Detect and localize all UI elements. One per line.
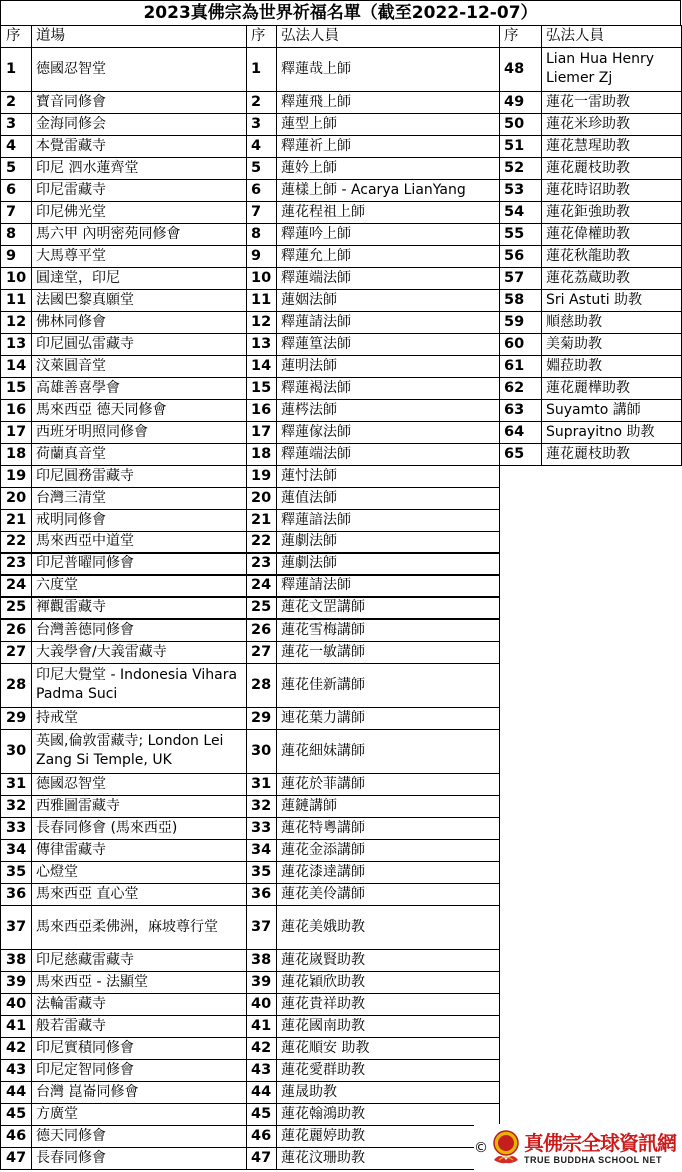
row-number: 26 — [0, 619, 32, 642]
speaker-cell: 蓮花漆達講師 — [276, 861, 500, 884]
venue-cell: 汶萊圓音堂 — [31, 355, 247, 378]
row-number: 64 — [499, 421, 542, 444]
speaker-cell: 蓮花特粵講師 — [276, 817, 500, 840]
row-number: 28 — [0, 663, 32, 708]
row-number: 27 — [0, 641, 32, 664]
row-number: 23 — [0, 553, 32, 576]
row-number: 54 — [499, 201, 542, 224]
row-number: 46 — [246, 1125, 277, 1148]
venue-cell: 高雄善喜學會 — [31, 377, 247, 400]
venue-cell: 長春同修會 (馬來西亞) — [31, 817, 247, 840]
row-number: 25 — [246, 597, 277, 620]
row-number: 22 — [0, 531, 32, 554]
speaker-cell: 蓮花秋龍助教 — [541, 245, 682, 268]
row-number: 13 — [246, 333, 277, 356]
speaker-cell: 蓮花翰鴻助教 — [276, 1103, 500, 1126]
row-number: 2 — [246, 91, 277, 114]
speaker-cell: 釋蓮端法師 — [276, 443, 500, 466]
header-speaker: 弘法人員 — [541, 25, 682, 48]
venue-cell: 台灣三清堂 — [31, 487, 247, 510]
row-number: 43 — [246, 1059, 277, 1082]
row-number: 34 — [0, 839, 32, 862]
venue-cell: 法輪雷藏寺 — [31, 993, 247, 1016]
row-number: 29 — [246, 707, 277, 730]
row-number: 36 — [246, 883, 277, 906]
row-number: 12 — [246, 311, 277, 334]
row-number: 58 — [499, 289, 542, 312]
row-number: 5 — [0, 157, 32, 180]
venue-cell: 褌觀雷藏寺 — [31, 597, 247, 620]
speaker-cell: 蓮忖法師 — [276, 465, 500, 488]
row-number: 32 — [0, 795, 32, 818]
speaker-cell: 蓮花麗枝助教 — [541, 443, 682, 466]
row-number: 38 — [246, 949, 277, 972]
row-number: 34 — [246, 839, 277, 862]
row-number: 2 — [0, 91, 32, 114]
venue-cell: 圓達堂，印尼 — [31, 267, 247, 290]
row-number: 23 — [246, 553, 277, 576]
row-number: 12 — [0, 311, 32, 334]
row-number: 62 — [499, 377, 542, 400]
brand-name-en: TRUE BUDDHA SCHOOL NET — [524, 1155, 663, 1165]
row-number: 48 — [499, 47, 542, 92]
speaker-cell: 蓮晟助教 — [276, 1081, 500, 1104]
row-number: 44 — [246, 1081, 277, 1104]
row-number: 42 — [0, 1037, 32, 1060]
venue-cell: 馬來西亞 直心堂 — [31, 883, 247, 906]
row-number: 47 — [0, 1147, 32, 1170]
row-number: 24 — [0, 575, 32, 598]
venue-cell: 馬來西亞 德天同修會 — [31, 399, 247, 422]
row-number: 45 — [0, 1103, 32, 1126]
speaker-cell: 蓮劇法師 — [276, 531, 500, 554]
speaker-cell: 釋蓮哉上師 — [276, 47, 500, 92]
row-number: 3 — [0, 113, 32, 136]
venue-cell: 荷蘭真音堂 — [31, 443, 247, 466]
venue-cell: 印尼雷藏寺 — [31, 179, 247, 202]
speaker-cell: 蓮花麗枝助教 — [541, 157, 682, 180]
speaker-cell: 蓮花穎欣助教 — [276, 971, 500, 994]
speaker-cell: Suprayitno 助教 — [541, 421, 682, 444]
speaker-cell: 蓮花嵗賢助教 — [276, 949, 500, 972]
row-number: 5 — [246, 157, 277, 180]
speaker-cell: 蓮值法師 — [276, 487, 500, 510]
row-number: 18 — [0, 443, 32, 466]
venue-cell: 般若雷藏寺 — [31, 1015, 247, 1038]
speaker-cell: 連花葉力講師 — [276, 707, 500, 730]
row-number: 25 — [0, 597, 32, 620]
speaker-cell: 釋蓮請法師 — [276, 311, 500, 334]
row-number: 44 — [0, 1081, 32, 1104]
venue-cell: 印尼普曜同修會 — [31, 553, 247, 576]
speaker-cell: 蓮花美娥助教 — [276, 905, 500, 950]
row-number: 41 — [0, 1015, 32, 1038]
speaker-cell: 婣菈助教 — [541, 355, 682, 378]
venue-cell: 佛林同修會 — [31, 311, 247, 334]
venue-cell: 馬六甲 內明密苑同修會 — [31, 223, 247, 246]
row-number: 55 — [499, 223, 542, 246]
venue-cell: 馬來西亞柔佛洲，麻坡尊行堂 — [31, 905, 247, 950]
row-number: 41 — [246, 1015, 277, 1038]
speaker-cell: 釋蓮吟上師 — [276, 223, 500, 246]
row-number: 42 — [246, 1037, 277, 1060]
speaker-cell: Lian Hua Henry Liemer Zj — [541, 47, 682, 92]
speaker-cell: 順慈助教 — [541, 311, 682, 334]
speaker-cell: 蓮花文罡講師 — [276, 597, 500, 620]
row-number: 15 — [0, 377, 32, 400]
row-number: 16 — [246, 399, 277, 422]
row-number: 1 — [0, 47, 32, 92]
speaker-cell: 蓮花金添講師 — [276, 839, 500, 862]
speaker-cell: 釋蓮篁法師 — [276, 333, 500, 356]
venue-cell: 印尼 泗水蓮齊堂 — [31, 157, 247, 180]
row-number: 4 — [0, 135, 32, 158]
row-number: 21 — [0, 509, 32, 532]
row-number: 11 — [246, 289, 277, 312]
speaker-cell: 蓮花荔蔵助教 — [541, 267, 682, 290]
venue-cell: 印尼佛光堂 — [31, 201, 247, 224]
speaker-cell: 蓮花於菲講師 — [276, 773, 500, 796]
row-number: 19 — [246, 465, 277, 488]
speaker-cell: 蓮劇法師 — [276, 553, 500, 576]
venue-cell: 法國巴黎真願堂 — [31, 289, 247, 312]
row-number: 63 — [499, 399, 542, 422]
venue-cell: 印尼圓弘雷藏寺 — [31, 333, 247, 356]
row-number: 17 — [246, 421, 277, 444]
venue-cell: 台灣 崑崙同修會 — [31, 1081, 247, 1104]
row-number: 50 — [499, 113, 542, 136]
speaker-cell: 釋蓮祈上師 — [276, 135, 500, 158]
row-number: 8 — [0, 223, 32, 246]
venue-cell: 戒明同修會 — [31, 509, 247, 532]
row-number: 31 — [246, 773, 277, 796]
row-number: 29 — [0, 707, 32, 730]
venue-cell: 六度堂 — [31, 575, 247, 598]
speaker-cell: 蓮明法師 — [276, 355, 500, 378]
row-number: 3 — [246, 113, 277, 136]
venue-cell: 馬來西亞 - 法顯堂 — [31, 971, 247, 994]
speaker-cell: 蓮花美伶講師 — [276, 883, 500, 906]
speaker-cell: 蓮花一雷助教 — [541, 91, 682, 114]
row-number: 65 — [499, 443, 542, 466]
venue-cell: 印尼圓務雷藏寺 — [31, 465, 247, 488]
venue-cell: 大馬尊平堂 — [31, 245, 247, 268]
row-number: 22 — [246, 531, 277, 554]
speaker-cell: 蓮花一敏講師 — [276, 641, 500, 664]
row-number: 31 — [0, 773, 32, 796]
speaker-cell: 蓮樣上師 - Acarya LianYang — [276, 179, 500, 202]
row-number: 19 — [0, 465, 32, 488]
row-number: 36 — [0, 883, 32, 906]
venue-cell: 西班牙明照同修會 — [31, 421, 247, 444]
row-number: 16 — [0, 399, 32, 422]
speaker-cell: 蓮花愛群助教 — [276, 1059, 500, 1082]
row-number: 45 — [246, 1103, 277, 1126]
row-number: 20 — [246, 487, 277, 510]
row-number: 57 — [499, 267, 542, 290]
header-seq: 序 — [0, 25, 32, 48]
speaker-cell: 蓮梣法師 — [276, 399, 500, 422]
row-number: 1 — [246, 47, 277, 92]
row-number: 15 — [246, 377, 277, 400]
row-number: 10 — [246, 267, 277, 290]
row-number: 59 — [499, 311, 542, 334]
venue-cell: 持戒堂 — [31, 707, 247, 730]
lotus-logo-icon — [490, 1130, 522, 1166]
row-number: 14 — [0, 355, 32, 378]
speaker-cell: 蓮花佳新講師 — [276, 663, 500, 708]
header-seq: 序 — [246, 25, 277, 48]
row-number: 9 — [246, 245, 277, 268]
venue-cell: 金海同修会 — [31, 113, 247, 136]
header-speaker: 弘法人員 — [276, 25, 500, 48]
speaker-cell: 釋蓮允上師 — [276, 245, 500, 268]
row-number: 7 — [0, 201, 32, 224]
row-number: 8 — [246, 223, 277, 246]
speaker-cell: 蓮花麗婷助教 — [276, 1125, 500, 1148]
row-number: 6 — [0, 179, 32, 202]
site-footer — [474, 1124, 682, 1172]
speaker-cell: 蓮鏈講師 — [276, 795, 500, 818]
row-number: 17 — [0, 421, 32, 444]
speaker-cell: 蓮花偉權助教 — [541, 223, 682, 246]
row-number: 38 — [0, 949, 32, 972]
venue-cell: 台灣善德同修會 — [31, 619, 247, 642]
row-number: 60 — [499, 333, 542, 356]
row-number: 35 — [0, 861, 32, 884]
venue-cell: 德天同修會 — [31, 1125, 247, 1148]
row-number: 9 — [0, 245, 32, 268]
speaker-cell: 蓮花程祖上師 — [276, 201, 500, 224]
row-number: 52 — [499, 157, 542, 180]
speaker-cell: Suyamto 講師 — [541, 399, 682, 422]
venue-cell: 本覺雷藏寺 — [31, 135, 247, 158]
speaker-cell: 釋蓮飛上師 — [276, 91, 500, 114]
copyright-mark: © — [474, 1140, 488, 1156]
venue-cell: 印尼大覺堂 - Indonesia Vihara Padma Suci — [31, 663, 247, 708]
row-number: 32 — [246, 795, 277, 818]
row-number: 30 — [0, 729, 32, 774]
row-number: 35 — [246, 861, 277, 884]
row-number: 37 — [0, 905, 32, 950]
speaker-cell: 釋蓮端法師 — [276, 267, 500, 290]
row-number: 27 — [246, 641, 277, 664]
speaker-cell: 蓮花時诏助教 — [541, 179, 682, 202]
speaker-cell: 蓮妗上師 — [276, 157, 500, 180]
speaker-cell: 蓮花鉅強助教 — [541, 201, 682, 224]
speaker-cell: 蓮花雪梅講師 — [276, 619, 500, 642]
row-number: 11 — [0, 289, 32, 312]
speaker-cell: 蓮花國南助教 — [276, 1015, 500, 1038]
venue-cell: 長春同修會 — [31, 1147, 247, 1170]
header-venue: 道場 — [31, 25, 247, 48]
speaker-cell: 釋蓮褐法師 — [276, 377, 500, 400]
venue-cell: 德國忍智堂 — [31, 773, 247, 796]
speaker-cell: 釋蓮請法師 — [276, 575, 500, 598]
speaker-cell: 釋蓮諳法師 — [276, 509, 500, 532]
row-number: 18 — [246, 443, 277, 466]
row-number: 39 — [0, 971, 32, 994]
row-number: 56 — [499, 245, 542, 268]
venue-cell: 大義學會/大義雷藏寺 — [31, 641, 247, 664]
speaker-cell: 蓮姻法師 — [276, 289, 500, 312]
row-number: 33 — [0, 817, 32, 840]
speaker-cell: 美菊助教 — [541, 333, 682, 356]
speaker-cell: 蓮花順安 助教 — [276, 1037, 500, 1060]
brand-logo — [524, 1131, 676, 1165]
row-number: 47 — [246, 1147, 277, 1170]
list-title: 2023真佛宗為世界祈福名單（截至2022-12-07） — [0, 0, 681, 26]
venue-cell: 英國,倫敦雷藏寺; London Lei Zang Si Temple, UK — [31, 729, 247, 774]
venue-cell: 馬來西亞中道堂 — [31, 531, 247, 554]
row-number: 30 — [246, 729, 277, 774]
row-number: 28 — [246, 663, 277, 708]
row-number: 24 — [246, 575, 277, 598]
venue-cell: 印尼慈藏雷藏寺 — [31, 949, 247, 972]
speaker-cell: 蓮花慧瑆助教 — [541, 135, 682, 158]
row-number: 40 — [246, 993, 277, 1016]
venue-cell: 印尼實積同修會 — [31, 1037, 247, 1060]
row-number: 10 — [0, 267, 32, 290]
venue-cell: 德國忍智堂 — [31, 47, 247, 92]
row-number: 6 — [246, 179, 277, 202]
venue-cell: 傳律雷藏寺 — [31, 839, 247, 862]
row-number: 40 — [0, 993, 32, 1016]
speaker-cell: 蓮花貴祥助教 — [276, 993, 500, 1016]
speaker-cell: 蓮型上師 — [276, 113, 500, 136]
venue-cell: 西雅圖雷藏寺 — [31, 795, 247, 818]
row-number: 7 — [246, 201, 277, 224]
brand-name-cn: 真佛宗全球資訊網 — [524, 1131, 676, 1155]
speaker-cell: 蓮花細妹講師 — [276, 729, 500, 774]
row-number: 26 — [246, 619, 277, 642]
row-number: 49 — [499, 91, 542, 114]
row-number: 43 — [0, 1059, 32, 1082]
speaker-cell: Sri Astuti 助教 — [541, 289, 682, 312]
speaker-cell: 釋蓮傢法師 — [276, 421, 500, 444]
row-number: 53 — [499, 179, 542, 202]
row-number: 4 — [246, 135, 277, 158]
speaker-cell: 蓮花麗樺助教 — [541, 377, 682, 400]
venue-cell: 印尼定智同修會 — [31, 1059, 247, 1082]
venue-cell: 心燈堂 — [31, 861, 247, 884]
row-number: 37 — [246, 905, 277, 950]
row-number: 51 — [499, 135, 542, 158]
row-number: 33 — [246, 817, 277, 840]
venue-cell: 寶音同修會 — [31, 91, 247, 114]
row-number: 13 — [0, 333, 32, 356]
row-number: 39 — [246, 971, 277, 994]
header-seq: 序 — [499, 25, 542, 48]
row-number: 14 — [246, 355, 277, 378]
speaker-cell: 蓮花汶珊助教 — [276, 1147, 500, 1170]
row-number: 46 — [0, 1125, 32, 1148]
venue-cell: 方廣堂 — [31, 1103, 247, 1126]
speaker-cell: 蓮花米珍助教 — [541, 113, 682, 136]
row-number: 61 — [499, 355, 542, 378]
row-number: 21 — [246, 509, 277, 532]
row-number: 20 — [0, 487, 32, 510]
